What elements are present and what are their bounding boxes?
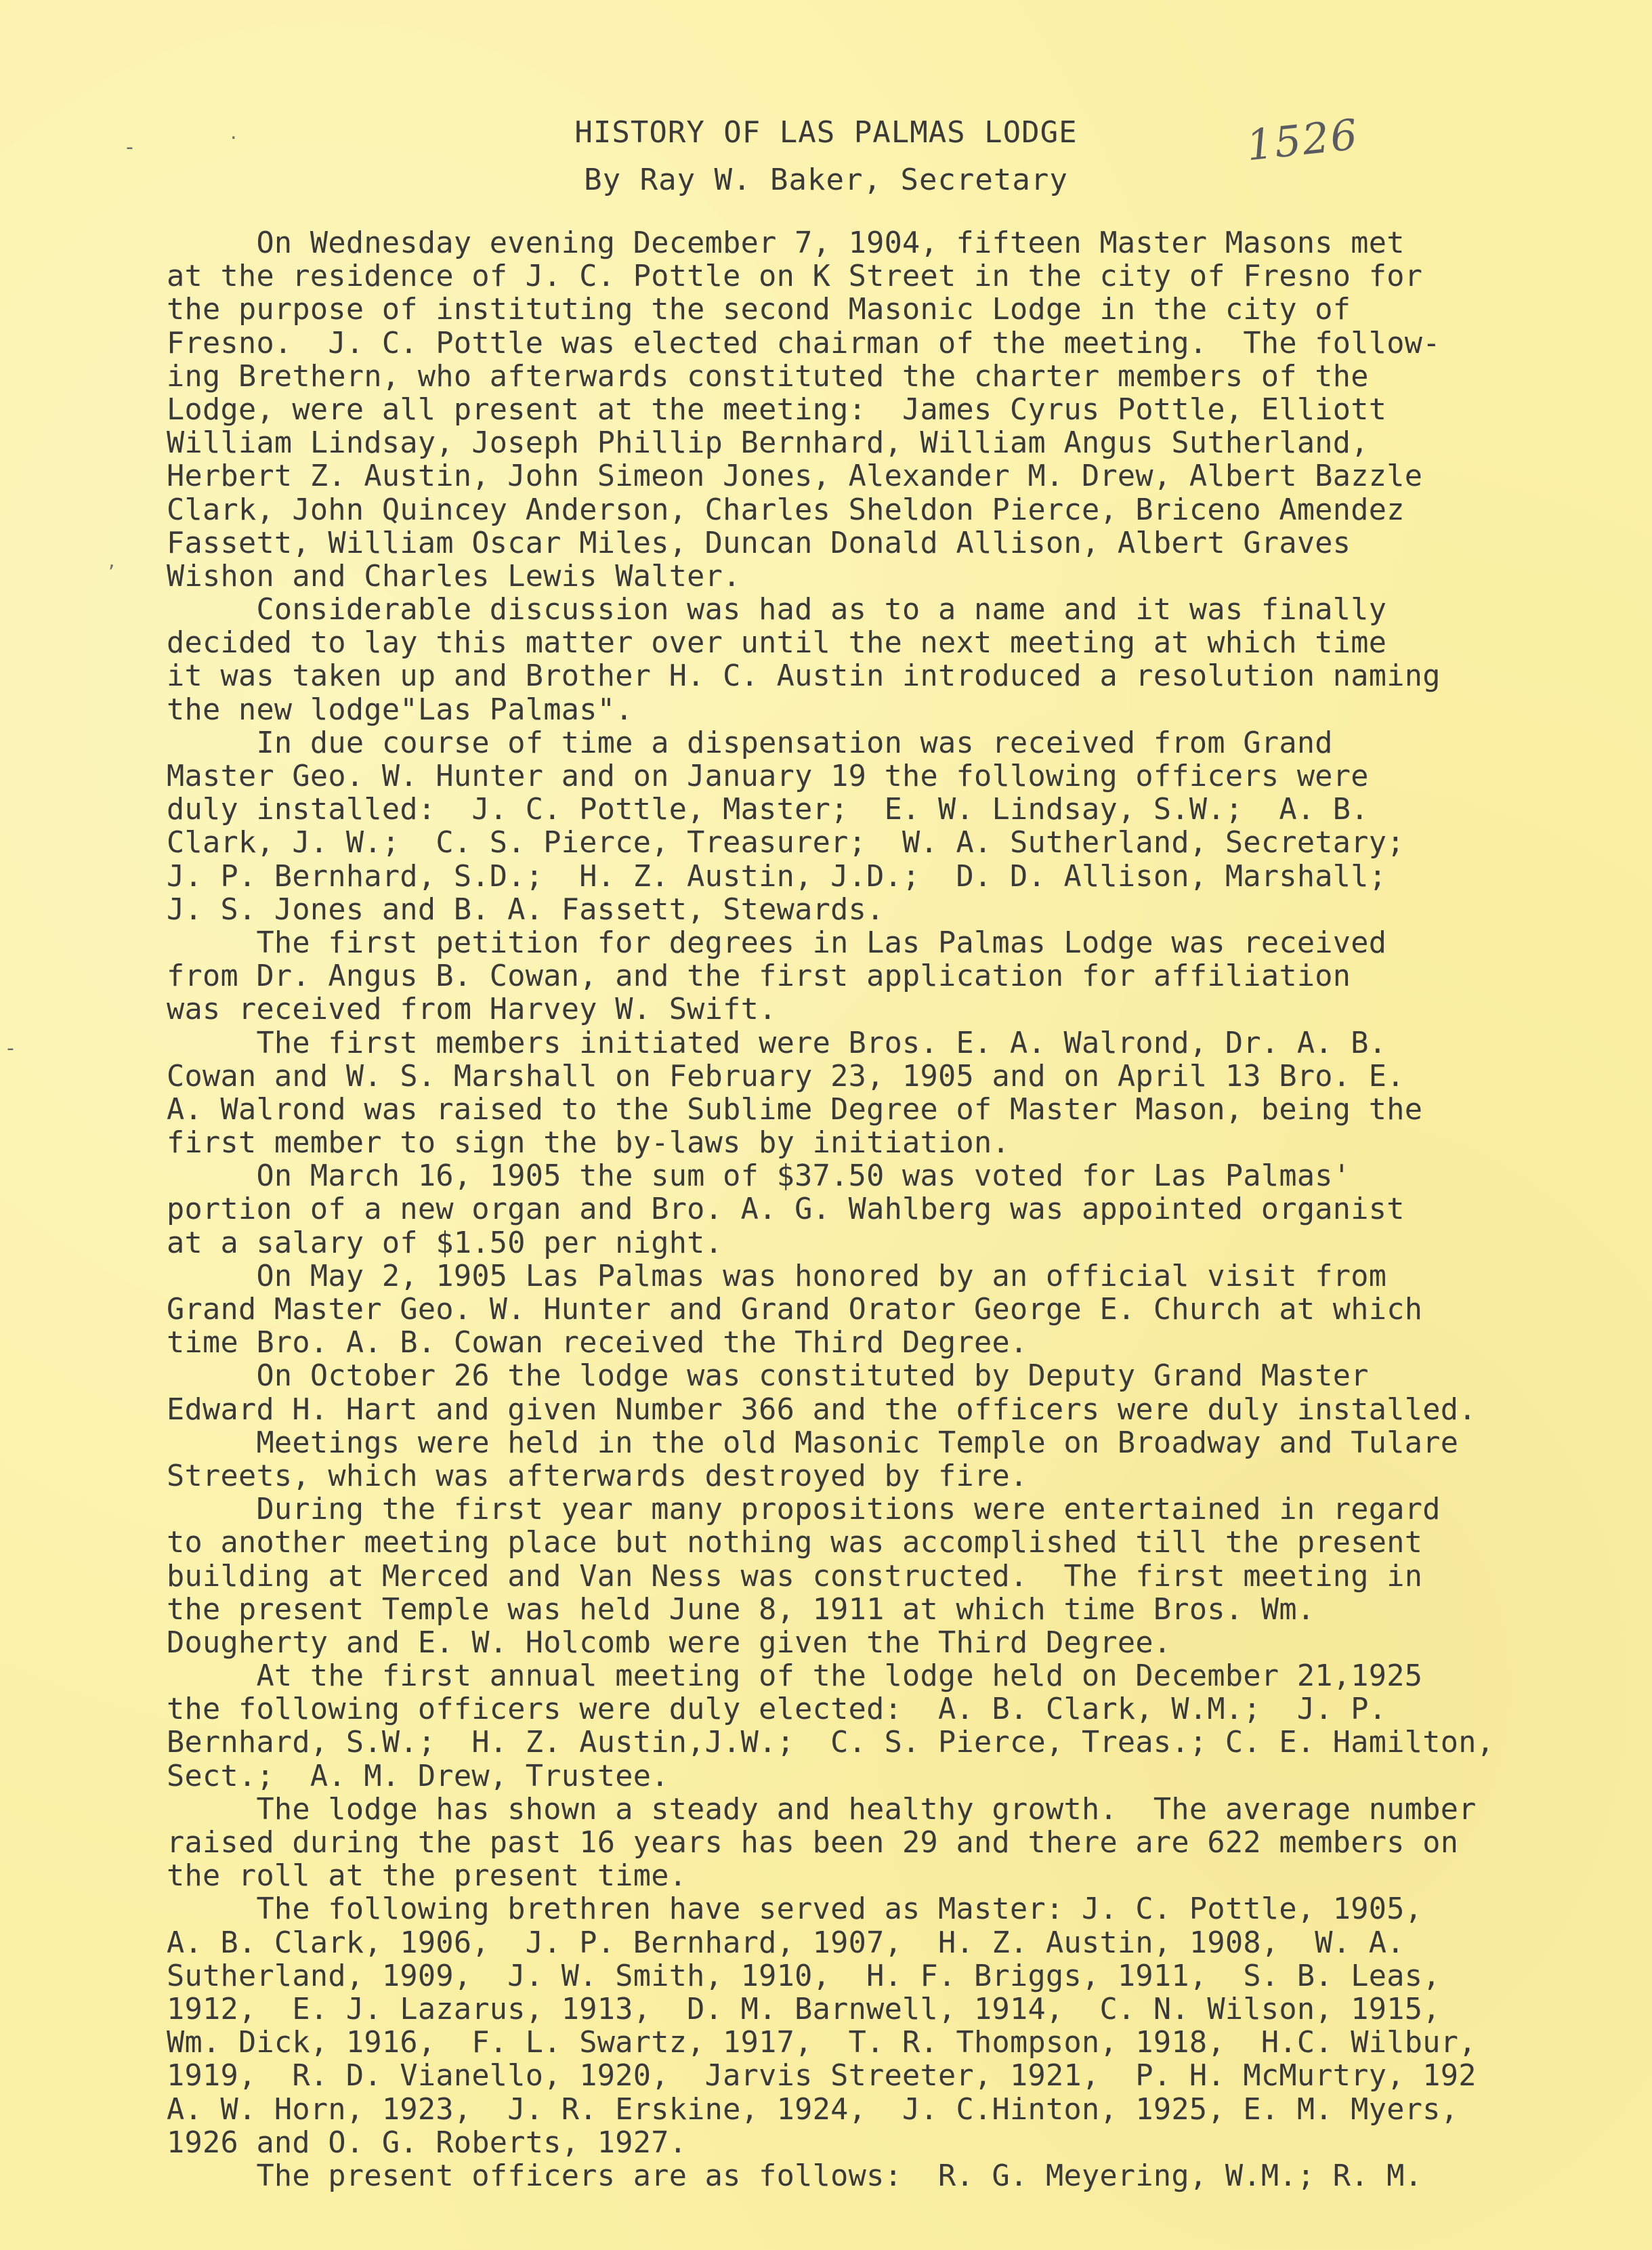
text-line — [167, 2193, 1650, 2226]
text-line: Grand Master Geo. W. Hunter and Grand Orator George E. Church at which — [167, 1293, 1423, 1327]
edge-tick-mark: . — [230, 121, 237, 144]
text-line: portion of a new organ and Bro. A. G. Wahlberg was appointed organist — [167, 1192, 1405, 1227]
page-title: HISTORY OF LAS PALMAS LODGE — [574, 115, 1078, 150]
text-line: In due course of time a dispensation was received from Grand — [167, 726, 1333, 760]
text-line: from Dr. Angus B. Cowan, and the first application for affiliation — [167, 959, 1351, 994]
text-line: On May 2, 1905 Las Palmas was honored by an official visit from — [167, 1259, 1387, 1293]
text-line: at the residence of J. C. Pottle on K Street in the city of Fresno for — [167, 259, 1423, 294]
text-line: A. Walrond was raised to the Sublime Degree of Master Mason, being the — [167, 1092, 1423, 1127]
text-line: Dougherty and E. W. Holcomb were given the Third Degree. — [167, 1625, 1172, 1660]
text-line: 1926 and O. G. Roberts, 1927. — [167, 2125, 687, 2160]
text-line: the following officers were duly elected: A. B. Clark, W.M.; J. P. — [167, 1692, 1387, 1727]
text-line: raised during the past 16 years has been 29 and there are 622 members on — [167, 1826, 1459, 1860]
text-line: duly installed: J. C. Pottle, Master; E. W. Lindsay, S.W.; A. B. — [167, 793, 1369, 827]
text-line: the new lodge"Las Palmas". — [167, 692, 633, 727]
text-line: Cowan and W. S. Marshall on February 23, 1905 and on April 13 Bro. E. — [167, 1059, 1405, 1093]
byline: By Ray W. Baker, Secretary — [584, 163, 1068, 197]
text-line: During the first year many propositions were entertained in regard — [167, 1493, 1441, 1527]
text-line: the purpose of instituting the second Masonic Lodge in the city of — [167, 293, 1351, 327]
text-line: Meetings were held in the old Masonic Temple on Broadway and Tulare — [167, 1425, 1459, 1460]
text-line: Edward H. Hart and given Number 366 and the officers were duly installed. — [167, 1392, 1477, 1427]
text-line: decided to lay this matter over until the next meeting at which time — [167, 626, 1387, 661]
text-line: On Wednesday evening December 7, 1904, fifteen Master Masons met — [167, 226, 1405, 260]
text-line: William Lindsay, Joseph Phillip Bernhard, William Angus Sutherland, — [167, 426, 1369, 461]
text-line: J. S. Jones and B. A. Fassett, Stewards. — [167, 892, 885, 927]
text-line: to another meeting place but nothing was accomplished till the present — [167, 1526, 1423, 1560]
text-line: Streets, which was afterwards destroyed by fire. — [167, 1459, 1028, 1493]
text-line: The present officers are as follows: R. G. Meyering, W.M.; R. M. — [167, 2159, 1423, 2193]
text-line: A. W. Horn, 1923, J. R. Erskine, 1924, J. C.Hinton, 1925, E. M. Myers, — [167, 2092, 1459, 2127]
text-line: J. P. Bernhard, S.D.; H. Z. Austin, J.D.; D. D. Allison, Marshall; — [167, 859, 1387, 894]
handwritten-note: 1526 — [1244, 109, 1361, 171]
text-line: Clark, J. W.; C. S. Pierce, Treasurer; W. A. Sutherland, Secretary; — [167, 826, 1405, 860]
text-line: time Bro. A. B. Cowan received the Third Degree. — [167, 1326, 1028, 1360]
text-line: ing Brethern, who afterwards constituted the charter members of the — [167, 359, 1369, 394]
text-line: The first members initiated were Bros. E. A. Walrond, Dr. A. B. — [167, 1026, 1387, 1060]
text-line: Wm. Dick, 1916, F. L. Swartz, 1917, T. R. Thompson, 1918, H.C. Wilbur, — [167, 2026, 1477, 2060]
edge-tick-mark: - — [7, 1037, 14, 1060]
text-line: The first petition for degrees in Las Palmas Lodge was received — [167, 925, 1387, 960]
text-line: Considerable discussion was had as to a name and it was finally — [167, 593, 1387, 627]
text-line: Fresno. J. C. Pottle was elected chairman of the meeting. The follow- — [167, 326, 1441, 360]
text-line: was received from Harvey W. Swift. — [167, 993, 777, 1027]
text-line: The following brethren have served as Master: J. C. Pottle, 1905, — [167, 1892, 1423, 1927]
text-line: first member to sign the by-laws by initiation. — [167, 1126, 1010, 1161]
text-line: building at Merced and Van Ness was constructed. The first meeting in — [167, 1559, 1423, 1593]
text-line: Sutherland, 1909, J. W. Smith, 1910, H. F. Briggs, 1911, S. B. Leas, — [167, 1959, 1441, 1993]
text-line: the present Temple was held June 8, 1911 at which time Bros. Wm. — [167, 1592, 1315, 1627]
text-line: Fassett, William Oscar Miles, Duncan Donald Allison, Albert Graves — [167, 526, 1351, 560]
text-line: On March 16, 1905 the sum of $37.50 was voted for Las Palmas' — [167, 1159, 1351, 1194]
edge-tick-mark: - — [126, 136, 133, 159]
text-line: Master Geo. W. Hunter and on January 19 the following officers were — [167, 759, 1369, 793]
text-line: the roll at the present time. — [167, 1859, 687, 1894]
text-line: Lodge, were all present at the meeting: James Cyrus Pottle, Elliott — [167, 392, 1387, 427]
text-line: At the first annual meeting of the lodge held on December 21,1925 — [167, 1659, 1423, 1694]
text-line: Sect.; A. M. Drew, Trustee. — [167, 1759, 669, 1793]
text-line: Wishon and Charles Lewis Walter. — [167, 559, 741, 593]
text-line: 1919, R. D. Vianello, 1920, Jarvis Streeter, 1921, P. H. McMurtry, 192 — [167, 2059, 1477, 2093]
text-line: at a salary of $1.50 per night. — [167, 1226, 723, 1260]
body-text — [167, 227, 1650, 2226]
text-line: A. B. Clark, 1906, J. P. Bernhard, 1907, H. Z. Austin, 1908, W. A. — [167, 1925, 1405, 1960]
text-line: The lodge has shown a steady and healthy growth. The average number — [167, 1792, 1477, 1827]
text-line: On October 26 the lodge was constituted by Deputy Grand Master — [167, 1359, 1369, 1394]
text-line: 1912, E. J. Lazarus, 1913, D. M. Barnwell, 1914, C. N. Wilson, 1915, — [167, 1992, 1441, 2026]
text-line: Clark, John Quincey Anderson, Charles Sheldon Pierce, Briceno Amendez — [167, 493, 1405, 527]
text-line: Bernhard, S.W.; H. Z. Austin,J.W.; C. S. Pierce, Treas.; C. E. Hamilton, — [167, 1726, 1495, 1760]
edge-tick-mark: , — [108, 549, 115, 572]
text-line: it was taken up and Brother H. C. Austin introduced a resolution naming — [167, 659, 1441, 694]
text-line: Herbert Z. Austin, John Simeon Jones, Alexander M. Drew, Albert Bazzle — [167, 459, 1423, 494]
